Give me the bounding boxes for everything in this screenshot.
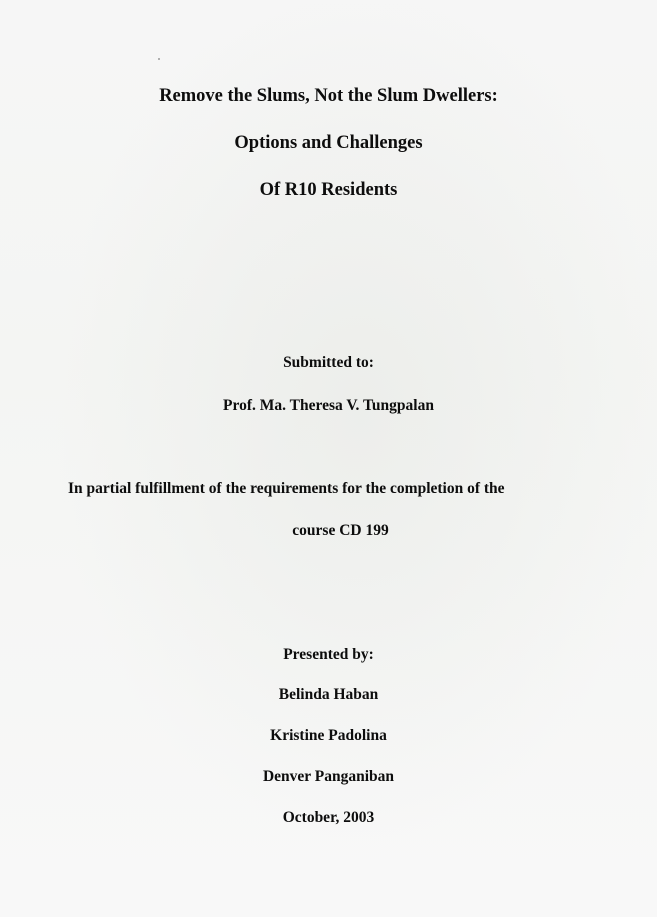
title-line-1: Remove the Slums, Not the Slum Dwellers: [159,86,498,106]
title-line-2: Options and Challenges [234,133,423,153]
fulfillment-statement-line-2: course CD 199 [292,522,389,539]
presented-by-label: Presented by: [283,646,374,663]
title-line-3: Of R10 Residents [259,180,398,200]
fulfillment-statement-line-1: In partial fulfillment of the requirements for the completion of the [68,480,505,497]
author-name: Kristine Padolina [270,727,387,744]
submitted-to-name: Prof. Ma. Theresa V. Tungpalan [223,397,434,414]
submitted-to-label: Submitted to: [283,354,374,371]
submission-date: October, 2003 [282,809,375,826]
author-name: Denver Panganiban [262,768,395,785]
author-name: Belinda Haban [278,686,379,703]
paper-speck [158,58,160,60]
